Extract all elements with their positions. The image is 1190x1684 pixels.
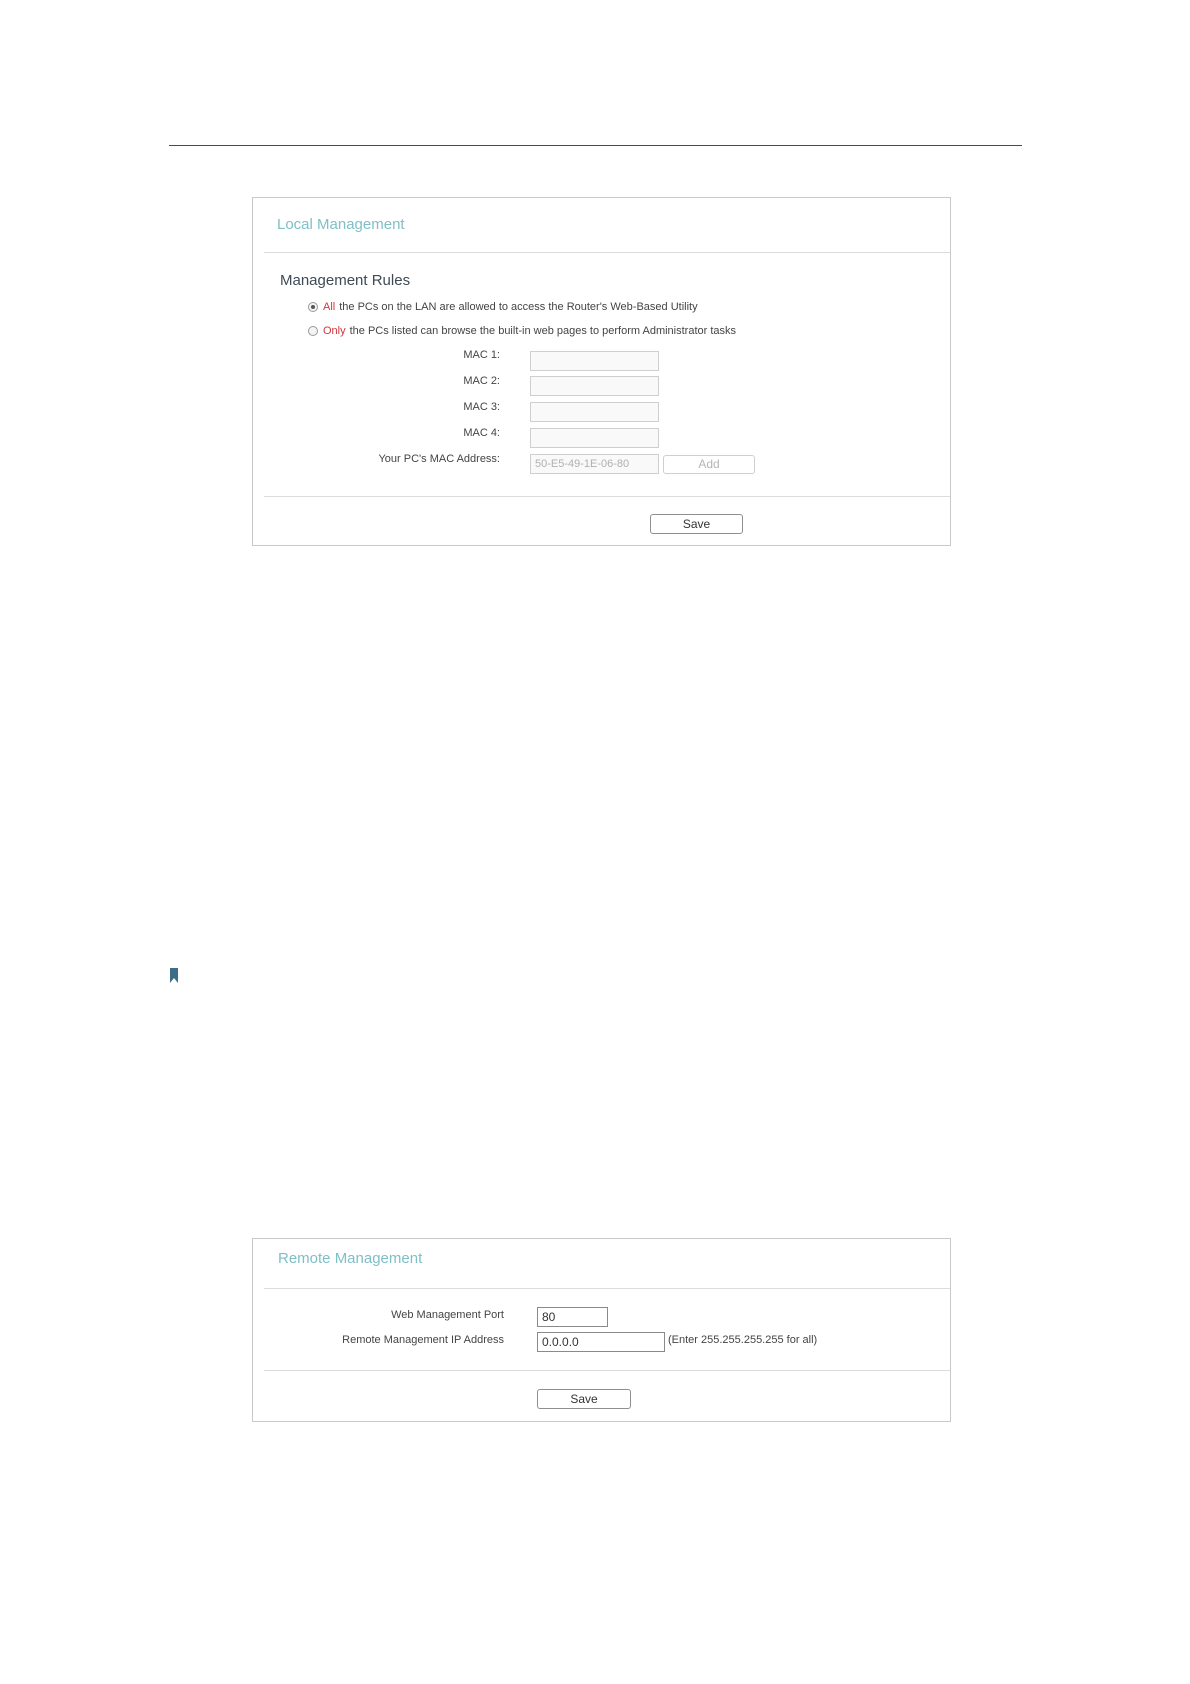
- divider: [264, 496, 950, 497]
- your-mac-label: Your PC's MAC Address:: [378, 453, 500, 465]
- web-management-port-input[interactable]: [537, 1307, 608, 1327]
- mac2-input[interactable]: [530, 376, 659, 396]
- local-management-panel: [252, 197, 951, 546]
- radio-only-listed-pcs-label: the PCs listed can browse the built-in web pages to perform Administrator tasks: [349, 325, 737, 337]
- radio-only-listed-pcs[interactable]: [308, 325, 736, 337]
- web-management-port-label: Web Management Port: [391, 1309, 504, 1321]
- mac1-label: MAC 1:: [463, 349, 500, 361]
- radio-only-listed-pcs-indicator[interactable]: [308, 326, 318, 336]
- radio-only-listed-pcs-highlight: Only: [323, 325, 346, 337]
- mac2-label: MAC 2:: [463, 375, 500, 387]
- bookmark-icon: [170, 968, 178, 983]
- management-rules-title: Management Rules: [280, 272, 411, 289]
- mac4-input[interactable]: [530, 428, 659, 448]
- local-save-button[interactable]: Save: [650, 514, 743, 534]
- remote-ip-label: Remote Management IP Address: [342, 1334, 504, 1346]
- radio-all-pcs-highlight: All: [323, 301, 336, 313]
- mac1-input[interactable]: [530, 351, 659, 371]
- remote-save-button[interactable]: Save: [537, 1389, 631, 1409]
- remote-management-panel: [252, 1238, 951, 1422]
- divider: [264, 1288, 950, 1289]
- radio-all-pcs-label: the PCs on the LAN are allowed to access the Router's Web-Based Utility: [339, 301, 698, 313]
- radio-all-pcs[interactable]: [308, 301, 698, 313]
- page-header-rule: [169, 145, 1022, 146]
- local-management-title: Local Management: [277, 216, 405, 233]
- remote-management-title: Remote Management: [278, 1250, 423, 1267]
- your-mac-input[interactable]: [530, 454, 659, 474]
- remote-ip-hint: (Enter 255.255.255.255 for all): [668, 1334, 818, 1346]
- remote-ip-input[interactable]: [537, 1332, 665, 1352]
- divider: [264, 1370, 950, 1371]
- mac3-label: MAC 3:: [463, 401, 500, 413]
- mac3-input[interactable]: [530, 402, 659, 422]
- mac4-label: MAC 4:: [463, 427, 500, 439]
- radio-all-pcs-indicator[interactable]: [308, 302, 318, 312]
- add-mac-button[interactable]: Add: [663, 455, 755, 474]
- divider: [264, 252, 950, 253]
